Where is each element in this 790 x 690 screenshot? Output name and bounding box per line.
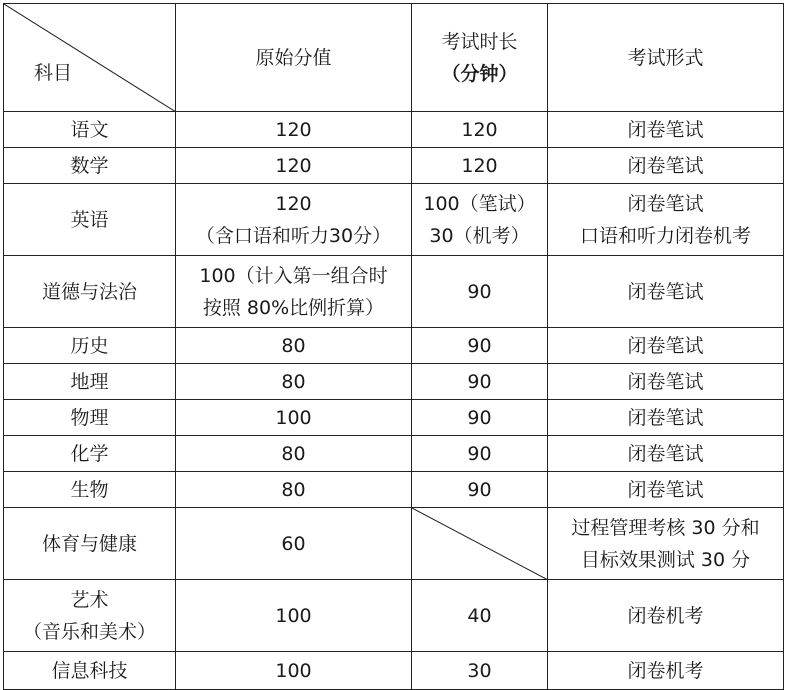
format-text: 闭卷笔试 [627, 154, 704, 177]
table-row [4, 256, 784, 328]
score-text: 100 [275, 604, 312, 627]
format-cell [548, 652, 784, 690]
format-text: 口语和听力闭卷机考 [579, 224, 751, 247]
table-row [4, 472, 784, 508]
format-text: 闭卷笔试 [627, 118, 704, 141]
duration-cell [412, 364, 548, 400]
format-text: 闭卷笔试 [627, 370, 704, 393]
format-text: 目标效果测试 30 分 [580, 548, 751, 571]
score-cell [176, 436, 412, 472]
subject-text: 体育与健康 [41, 532, 137, 555]
score-text: 100 [275, 406, 312, 429]
score-text: 120 [275, 154, 312, 177]
table-row [4, 508, 784, 580]
format-text: 闭卷笔试 [627, 406, 704, 429]
duration-cell [412, 580, 548, 652]
format-cell [548, 112, 784, 148]
format-text: 闭卷机考 [627, 659, 704, 682]
header-duration-label: 考试时长 [441, 30, 518, 53]
format-cell [548, 328, 784, 364]
duration-cell [412, 184, 548, 256]
score-text: 按照 80%比例折算） [202, 296, 385, 319]
table-body [4, 112, 784, 690]
subject-cell [4, 184, 176, 256]
score-text: 80 [281, 478, 306, 501]
header-subject-cell [4, 4, 176, 112]
subject-cell [4, 400, 176, 436]
header-duration-unit: （分钟） [441, 62, 518, 85]
duration-text: 90 [467, 280, 492, 303]
duration-cell [412, 328, 548, 364]
score-text: 120 [275, 118, 312, 141]
format-cell [548, 472, 784, 508]
table-row [4, 400, 784, 436]
header-duration [412, 4, 548, 112]
score-text: 80 [281, 370, 306, 393]
score-text: 60 [281, 532, 306, 555]
subject-cell [4, 364, 176, 400]
subject-cell [4, 328, 176, 364]
score-cell [176, 148, 412, 184]
subject-text: 语文 [70, 118, 109, 141]
subject-text: 生物 [70, 478, 109, 501]
format-cell [548, 400, 784, 436]
score-cell [176, 472, 412, 508]
duration-cell [412, 148, 548, 184]
subject-text: 道德与法治 [41, 280, 137, 303]
subject-cell [4, 112, 176, 148]
exam-subjects-table [3, 3, 784, 690]
duration-cell [412, 436, 548, 472]
header-format: 考试形式 [548, 4, 784, 112]
subject-text: 信息科技 [51, 659, 128, 682]
score-text: 80 [281, 442, 306, 465]
duration-text: 90 [467, 478, 492, 501]
score-cell [176, 580, 412, 652]
header-subject-label: 科目 [34, 62, 73, 84]
duration-text: 100（笔试） [423, 192, 536, 215]
exam-table-container [3, 3, 784, 690]
header-diagonal-line [4, 4, 176, 112]
subject-cell [4, 580, 176, 652]
duration-text: 90 [467, 334, 492, 357]
subject-text: （音乐和美术） [22, 620, 156, 643]
score-text: 100 [275, 659, 312, 682]
duration-cell-empty [412, 508, 548, 580]
score-text: 100（计入第一组合时 [199, 264, 388, 287]
score-cell [176, 652, 412, 690]
format-text: 过程管理考核 30 分和 [571, 516, 760, 539]
subject-text: 历史 [70, 334, 109, 357]
format-text: 闭卷笔试 [627, 280, 704, 303]
duration-text: 90 [467, 442, 492, 465]
duration-cell [412, 652, 548, 690]
score-cell [176, 364, 412, 400]
format-text: 闭卷机考 [627, 604, 704, 627]
score-cell [176, 400, 412, 436]
subject-text: 地理 [70, 370, 109, 393]
duration-text: 120 [461, 154, 498, 177]
score-text: （含口语和听力30分） [195, 224, 392, 247]
format-cell [548, 148, 784, 184]
table-row [4, 328, 784, 364]
table-row [4, 652, 784, 690]
subject-text: 英语 [70, 208, 109, 231]
duration-text: 30 [467, 659, 492, 682]
subject-cell [4, 652, 176, 690]
subject-cell [4, 256, 176, 328]
format-text: 闭卷笔试 [627, 442, 704, 465]
duration-text: 90 [467, 406, 492, 429]
subject-cell [4, 472, 176, 508]
subject-text: 艺术 [70, 588, 109, 611]
duration-cell [412, 256, 548, 328]
subject-text: 数学 [70, 154, 109, 177]
duration-text: 120 [461, 118, 498, 141]
score-cell [176, 184, 412, 256]
duration-cell [412, 400, 548, 436]
duration-cell [412, 112, 548, 148]
table-row [4, 184, 784, 256]
format-text: 闭卷笔试 [627, 478, 704, 501]
format-text: 闭卷笔试 [627, 192, 704, 215]
score-text: 80 [281, 334, 306, 357]
table-row [4, 580, 784, 652]
score-cell [176, 328, 412, 364]
table-row [4, 112, 784, 148]
table-row [4, 436, 784, 472]
subject-cell [4, 436, 176, 472]
format-text: 闭卷笔试 [627, 334, 704, 357]
format-cell [548, 436, 784, 472]
subject-cell [4, 508, 176, 580]
format-cell [548, 256, 784, 328]
table-row [4, 364, 784, 400]
format-cell [548, 364, 784, 400]
subject-text: 物理 [70, 406, 109, 429]
format-cell [548, 580, 784, 652]
format-cell [548, 508, 784, 580]
subject-cell [4, 148, 176, 184]
score-cell [176, 256, 412, 328]
duration-text: 30（机考） [429, 224, 530, 247]
score-cell [176, 112, 412, 148]
duration-cell [412, 472, 548, 508]
table-header-row [4, 4, 784, 112]
score-cell [176, 508, 412, 580]
format-cell [548, 184, 784, 256]
cell-diagonal-line [412, 508, 548, 580]
score-text: 120 [275, 192, 312, 215]
duration-text: 40 [467, 604, 492, 627]
header-original-score: 原始分值 [176, 4, 412, 112]
table-row [4, 148, 784, 184]
duration-text: 90 [467, 370, 492, 393]
subject-text: 化学 [70, 442, 109, 465]
